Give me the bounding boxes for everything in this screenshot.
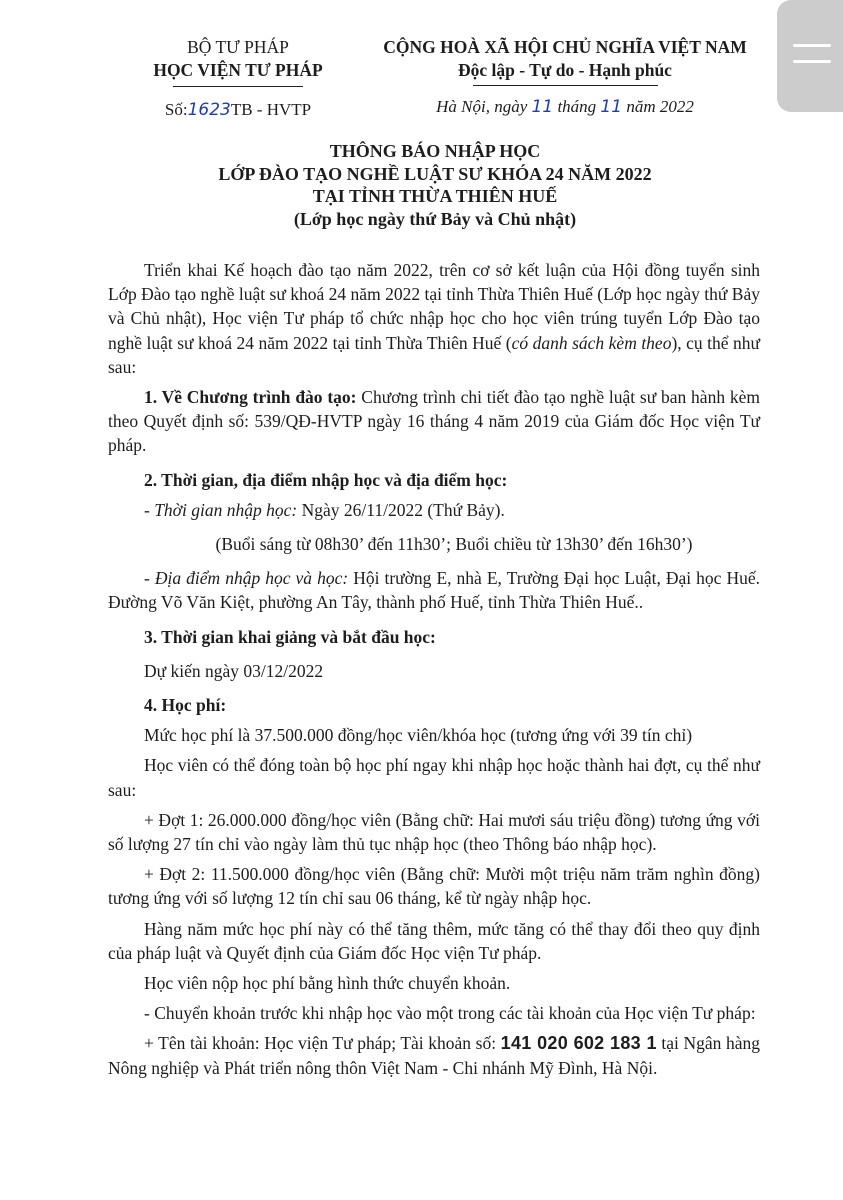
section-3-heading: 3. Thời gian khai giảng và bắt đầu học: [144,626,436,647]
intro-paragraph: Triển khai Kế hoạch đào tạo năm 2022, trên cơ sở kết luận của Hội đồng tuyển sinh Lớp Đào tạo nghề luật sư khoá 24 năm 2022 tại tỉnh Thừa Thiên Huế (Lớp học ngày thứ Bảy và Chủ nhật), Học viện Tư pháp tổ chức nhập học cho học viên trúng tuyển Lớp Đào tạo nghề luật sư khoá 24 năm 2022 tại tỉnh Thừa Thiên Huế (có danh sách kèm theo), cụ thể như sau: [108,260,760,377]
institute-name: HỌC VIỆN TƯ PHÁP [153,60,323,80]
installment-2: + Đợt 2: 11.500.000 đồng/học viên (Bằng chữ: Mười một triệu năm trăm nghìn đồng) tương ứng với số lượng 12 tín chỉ sau 06 tháng, kể từ ngày nhập học. [108,864,760,909]
account-number: 141 020 602 183 1 [500,1033,657,1054]
payment-options: Học viên có thể đóng toàn bộ học phí ngay khi nhập học hoặc thành hai đợt, cụ thể như sau: [108,755,760,800]
section-1-heading: 1. Về Chương trình đào tạo: [144,387,357,408]
section-2-heading: 2. Thời gian, địa điểm nhập học và địa điểm học: [144,469,508,490]
motto-divider [473,85,658,86]
date-day-handwritten: 11 [531,97,554,117]
issuer-divider [173,86,303,87]
document-number [118,98,358,122]
fee-increase-note: Hàng năm mức học phí này có thể tăng thêm, mức tăng có thể thay đổi theo quy định của pháp luật và Quyết định của Giám đốc Học viện Tư pháp. [108,918,760,963]
title-line-4: (Lớp học ngày thứ Bảy và Chủ nhật) [293,208,577,229]
bank-account: + Tên tài khoản: Học viện Tư pháp; Tài khoản số: 141 020 602 183 1 tại Ngân hàng Nông nghiệp và Phát triển nông thôn Việt Nam - Chi nhánh Mỹ Đình, Hà Nội. [108,1033,760,1078]
start-date: Dự kiến ngày 03/12/2022 [144,660,324,681]
ref-suffix: TB - HVTP [230,100,312,119]
enrollment-place: - Địa điểm nhập học và học: Hội trường E, nhà E, Trường Đại học Luật, Đại học Huế. Đường Võ Văn Kiệt, phường An Tây, thành phố Huế, tỉnh Thừa Thiên Huế.. [108,568,760,613]
section-1: 1. Về Chương trình đào tạo: Chương trình chi tiết đào tạo nghề luật sư ban hành kèm theo Quyết định số: 539/QĐ-HVTP ngày 16 tháng 4 năm 2019 của Giám đốc Học viện Tư pháp. [108,387,760,456]
transfer-method: Học viên nộp học phí bằng hình thức chuyển khoản. [144,973,511,994]
issuer-block [118,36,358,122]
enrollment-time: - Thời gian nhập học: Ngày 26/11/2022 (Thứ Bảy). [144,499,505,520]
tuition-fee: Mức học phí là 37.500.000 đồng/học viên/khóa học (tương ứng với 39 tín chỉ) [144,725,693,746]
date-month-handwritten: 11 [600,97,623,117]
transfer-before: - Chuyển khoản trước khi nhập học vào một trong các tài khoản của Học viện Tư pháp: [144,1003,756,1024]
title-line-2: LỚP ĐÀO TẠO NGHỀ LUẬT SƯ KHÓA 24 NĂM 2022 [218,163,652,184]
national-header [360,36,770,119]
ministry-name: BỘ TƯ PHÁP [187,37,289,57]
installment-1: + Đợt 1: 26.000.000 đồng/học viên (Bằng chữ: Hai mươi sáu triệu đồng) tương ứng với số lượng 27 tín chỉ vào ngày làm thủ tục nhập học (theo Thông báo nhập học). [108,809,760,855]
ref-number-handwritten: 1623 [187,100,231,120]
ref-prefix: Số: [164,100,188,119]
document-body [108,258,760,1080]
title-line-3: TẠI TỈNH THỪA THIÊN HUẾ [312,186,558,206]
issue-date: Hà Nội, ngày 11 tháng 11 năm 2022 [436,97,694,117]
nation-name: CỘNG HOÀ XÃ HỘI CHỦ NGHĨA VIỆT NAM [383,37,747,57]
scrollbar-handle[interactable] [777,0,843,112]
document-title [90,140,780,230]
grip-line-icon [793,60,831,63]
national-motto: Độc lập - Tự do - Hạnh phúc [458,60,672,80]
title-line-1: THÔNG BÁO NHẬP HỌC [329,141,541,161]
session-hours: (Buổi sáng từ 08h30’ đến 11h30’; Buổi chiều từ 13h30’ đến 16h30’) [215,534,693,555]
grip-line-icon [793,44,831,47]
section-4-heading: 4. Học phí: [144,695,227,716]
